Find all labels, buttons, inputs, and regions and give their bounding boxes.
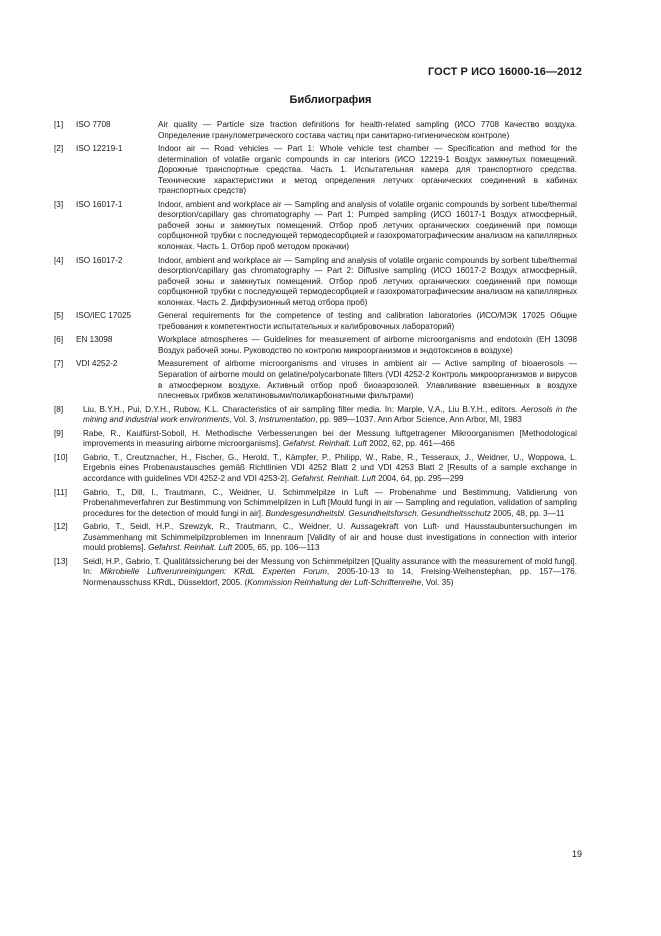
- literature-references: [54, 405, 577, 589]
- reference-text: [83, 557, 577, 589]
- reference-number: [8]: [54, 404, 64, 414]
- standard-code: ISO/IEC 17025: [76, 311, 132, 321]
- reference-number: [7]: [54, 359, 64, 369]
- standard-code: ISO 16017-2: [76, 255, 123, 265]
- italic-title: Gefahrst. Reinhalt. Luft: [282, 439, 367, 449]
- reference-fragment: Gabrio, T., Creutznacher, H., Fischer, G., Herold, T., Kämpfer, P., Philipp, W., Rabe, R., Tesseraux, J., Weidner, U., Woppowa, L. Ergebnis eines Probenaustausches gemäß Richtlinien VDI 4252 Blatt 2 und VDI 4253 Blatt 2 [Results of a sample exchange in accordance with guidelines VDI 4252-2 and VDI 4253-2].: [83, 452, 577, 483]
- bibliography-entry: [54, 488, 577, 520]
- reference-text: Indoor air — Road vehicles — Part 1: Whole vehicle test chamber — Specification and method for the determination of volatile organic compounds in car interiors (ИСО 12219-1 Воздух замкнутых помещений. Дорожные транспортные средства. Часть 1. Испытательная камера для транспортного средства. Технические характеристики и метод определения летучих органических соединений в кабинах транспортных средств): [158, 144, 577, 196]
- bibliography-entry: [54, 359, 577, 401]
- bibliography-entry: [54, 120, 577, 141]
- italic-title: Gefahrst. Reinhalt. Luft: [291, 473, 376, 483]
- reference-number: [4]: [54, 255, 64, 265]
- reference-fragment: , pp. 989—1037. Ann Arbor Science, Ann Arbor, MI, 1983: [315, 415, 522, 425]
- standard-code: ISO 7708: [76, 120, 111, 129]
- document-standard-code: ГОСТ Р ИСО 16000-16—2012: [427, 66, 582, 78]
- standard-code: VDI 4252-2: [76, 359, 118, 369]
- reference-number: [5]: [54, 311, 64, 321]
- standards-references: [54, 120, 577, 402]
- reference-fragment: 2002, 62, pp. 461—466: [366, 439, 455, 449]
- bibliography-entry: [54, 335, 577, 356]
- reference-text: General requirements for the competence of testing and calibration laboratories (ИСО/МЭК 17025 Общие требования к компетентности испытательных и калибровочных лабораторий): [158, 311, 577, 331]
- bibliography-entry: [54, 429, 577, 450]
- reference-fragment: Liu, B.Y.H., Pui, D.Y.H., Rubow, K.L. Characteristics of air sampling filter media. In: Marple, V.A., Liu B.Y.H., editors.: [83, 404, 521, 414]
- bibliography-entry: [54, 311, 577, 332]
- reference-text: [83, 522, 577, 554]
- reference-text: Measurement of airborne microorganisms and viruses in ambient air — Active sampling of bioaerosols — Separation of airborne mould on gelatine/polycarbonate filters (VDI 4252-2 Контроль микроорганизмов и вирусов в атмосферном воздухе. Активный отбор проб биоаэрозолей. Улавливание взвешенных в воздухе плесневых грибков желатиновыми/поликарбонатными фильтрами): [158, 359, 577, 401]
- page-number: 19: [571, 849, 582, 859]
- reference-text: Indoor, ambient and workplace air — Sampling and analysis of volatile organic compounds by sorbent tube/thermal desorption/capillary gas chromatography — Part 1: Pumped sampling (ИСО 16017-1 Воздух атмосферный, рабочей зоны и замкнутых помещений. Отбор проб летучих органических соединений при помощи сорбционной трубки с последующей термодесорбцией и газохроматографическим анализом на капиллярных колонках. Часть 1. Отбор проб методом прокачки): [158, 199, 578, 252]
- bibliography-entry: [54, 405, 577, 426]
- bibliography-list: [54, 120, 577, 591]
- bibliography-entry: [54, 200, 577, 253]
- bibliography-entry: [54, 144, 577, 197]
- italic-title: Kommission Reinhaltung der Luft-Schriftenreihe: [247, 577, 422, 587]
- bibliography-title: Библиография: [289, 94, 372, 106]
- reference-number: [9]: [54, 428, 64, 438]
- bibliography-entry: [54, 256, 577, 309]
- reference-number: [3]: [54, 199, 64, 209]
- reference-fragment: Gabrio, T., Seidl, H.P., Szewzyk, R., Trautmann, C., Weidner, U. Aussagekraft von Luft- und Hausstaubuntersuchungen im Zusammenhang mit Schimmelpilzproblemen im Innenraum [Validity of air and house dust investigations in connection with interior mould problems].: [83, 522, 577, 553]
- reference-text: Indoor, ambient and workplace air — Sampling and analysis of volatile organic compounds by sorbent tube/thermal desorption/capillary gas chromatography — Part 2: Diffusive sampling (ИСО 16017-2 Воздух атмосферный, рабочей зоны и замкнутых помещений. Отбор проб летучих органических соединений при помощи сорбционной трубки с последующей термодесорбцией и газохроматографическим анализом на капиллярных колонках. Часть 2. Диффузионный метод отбора проб): [158, 255, 578, 307]
- reference-fragment: Seidl, H.P., Gabrio, T. Qualitätssicherung bei der Messung von Schimmelpilzen [Quality assurance with the measurement of mold fungi]. In:: [83, 556, 577, 577]
- reference-number: [10]: [54, 452, 68, 462]
- italic-title: Instrumentation: [258, 415, 316, 425]
- reference-fragment: Rabe, R., Kaulfürst-Soboll, H. Methodische Verbesserungen bei der Messung luftgetragener Mikroorganismen [Methodological improvements in measuring airborne microorganisms].: [83, 428, 577, 449]
- bibliography-entry: [54, 453, 577, 485]
- reference-fragment: , 2005-10-13 to 14, Freising-Weihenstephan, pp. 157—176. Normenausschuss KRdL, Düsseldorf, 2005. (: [83, 567, 577, 587]
- reference-number: [1]: [54, 120, 64, 129]
- reference-text: [83, 453, 577, 485]
- reference-number: [2]: [54, 144, 64, 154]
- reference-text: Air quality — Particle size fraction definitions for health-related sampling (ИСО 7708 Качество воздуха. Определение гранулометрического состава частиц при санитарно-гигиеническом контроле): [158, 120, 577, 140]
- italic-title: Gefahrst. Reinhalt. Luft: [148, 543, 233, 553]
- standard-code: EN 13098: [76, 335, 113, 345]
- reference-fragment: Gabrio, T., Dill, I., Trautmann, C., Weidner, U. Schimmelpilze in Luft — Probenahme und Bestimmung, Validierung von Probenahmeverfahren zur Bestimmung von Schimmelpilzen in Luft [Mould fungi in air — Sampling and regulation, validation of sampling procedures for the detection of mould fungi in air].: [83, 487, 577, 518]
- reference-fragment: 2004, 64, pp. 295—299: [375, 473, 464, 483]
- reference-fragment: , Vol. 35): [421, 577, 454, 587]
- bibliography-entry: [54, 557, 577, 589]
- reference-fragment: 2005, 65, pp. 106—113: [232, 543, 320, 553]
- standard-code: ISO 16017-1: [76, 199, 123, 209]
- bibliography-entry: [54, 522, 577, 554]
- italic-title: Bundesgesundheitsbl. Gesundheitsforsch. Gesundheitsschutz: [265, 508, 491, 518]
- reference-fragment: 2005, 48, pp. 3—11: [490, 508, 565, 518]
- italic-title: Aerosols in the mining and industrial work environments: [83, 404, 577, 425]
- reference-number: [13]: [54, 556, 68, 566]
- italic-title: Mikrobielle Luftverunreinigungen: KRdL Experten Forum: [100, 567, 327, 577]
- reference-text: [83, 429, 577, 450]
- standard-code: ISO 12219-1: [76, 144, 123, 154]
- reference-number: [6]: [54, 335, 64, 345]
- reference-text: [83, 488, 577, 520]
- reference-text: Workplace atmospheres — Guidelines for measurement of airborne microorganisms and endotoxin (ЕН 13098 Воздух рабочей зоны. Руководство по контролю микроорганизмов и эндотоксинов в воздухе): [158, 335, 577, 355]
- reference-text: [83, 405, 577, 426]
- reference-fragment: , Vol. 3,: [229, 415, 259, 425]
- reference-number: [11]: [54, 487, 68, 497]
- reference-number: [12]: [54, 522, 68, 532]
